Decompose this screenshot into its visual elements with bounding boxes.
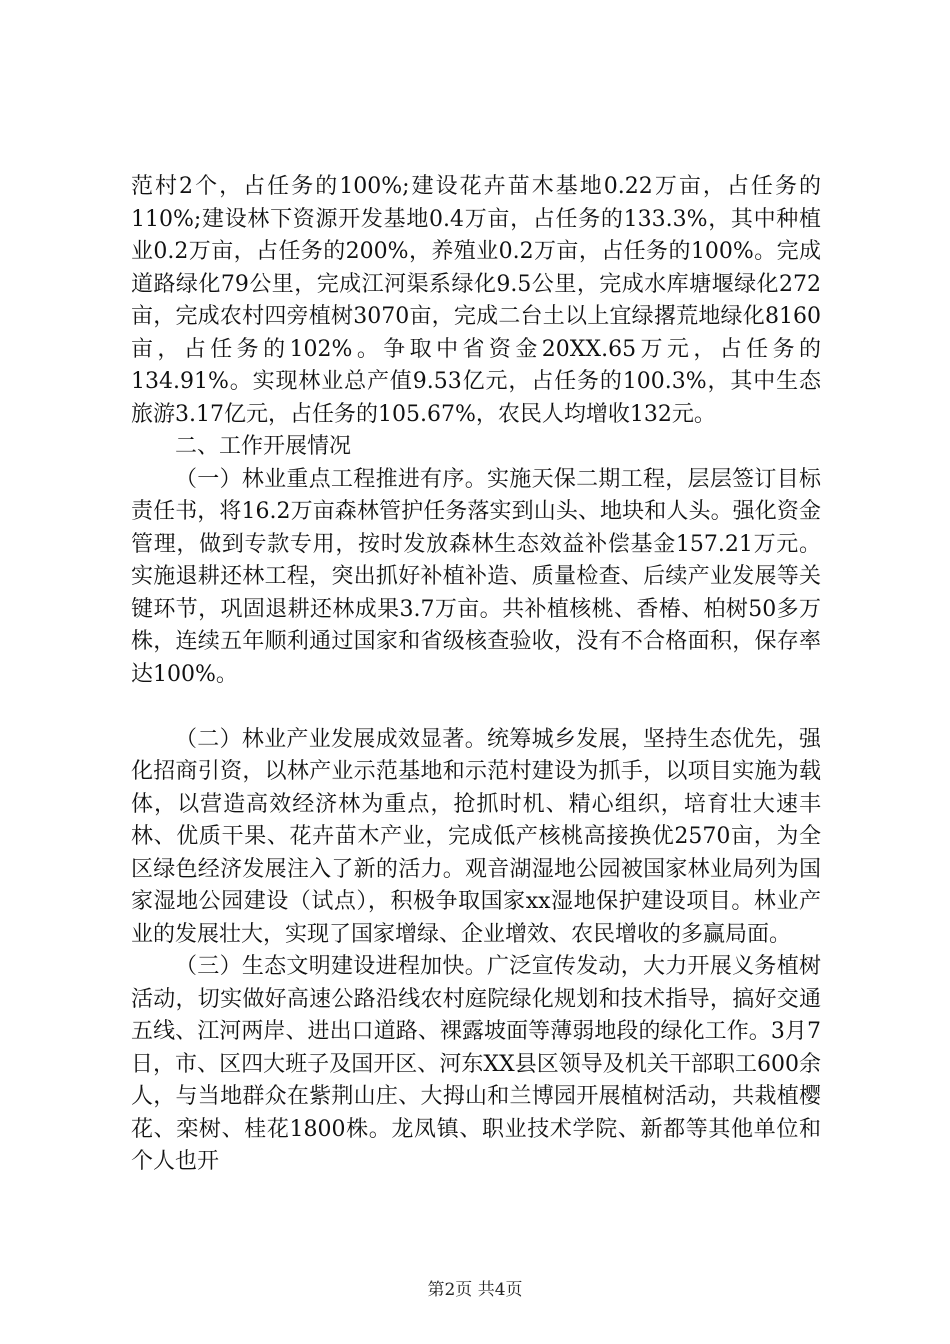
paragraph-forestry-industry: （二）林业产业发展成效显著。统筹城乡发展，坚持生态优先，强化招商引资，以林产业示范基地和示范村建设为抓手，以项目实施为载体，以营造高效经济林为重点，抢抓时机、精心组织，培育壮大速丰林、优质干果、花卉苗木产业，完成低产核桃高接换优2570亩，为全区绿色经济发展注入了新的活力。观音湖湿地公园被国家林业局列为国家湿地公园建设（试点），积极争取国家xx湿地保护建设项目。林业产业的发展壮大，实现了国家增绿、企业增效、农民增收的多赢局面。 <box>131 726 821 947</box>
paragraph-ecological-civilization: （三）生态文明建设进程加快。广泛宣传发动，大力开展义务植树活动，切实做好高速公路沿线农村庭院绿化规划和技术指导，搞好交通五线、江河两岸、进出口道路、裸露坡面等薄弱地段的绿化工作。3月7日，市、区四大班子及国开区、河东XX县区领导及机关干部职工600余人，与当地群众在紫荆山庄、大拇山和兰博园开展植树活动，共栽植樱花、栾树、桂花1800株。龙凤镇、职业技术学院、新都等其他单位和个人也开 <box>131 954 821 1174</box>
paragraph-forestry-projects: （一）林业重点工程推进有序。实施天保二期工程，层层签订目标责任书，将16.2万亩森林管护任务落实到山头、地块和人头。强化资金管理，做到专款专用，按时发放森林生态效益补偿基金157.21万元。实施退耕还林工程，突出抓好补植补造、质量检查、后续产业发展等关键环节，巩固退耕还林成果3.7万亩。共补植核桃、香椿、柏树50多万株，连续五年顺利通过国家和省级核查验收，没有不合格面积，保存率达100%。 <box>131 466 821 687</box>
paragraph-continuation: 范村2个，占任务的100%;建设花卉苗木基地0.22万亩，占任务的110%;建设林下资源开发基地0.4万亩，占任务的133.3%，其中种植业0.2万亩，占任务的200%，养殖业0.2万亩，占任务的100%。完成道路绿化79公里，完成江河渠系绿化9.5公里，完成水库塘堰绿化272亩，完成农村四旁植树3070亩，完成二台土以上宜绿撂荒地绿化8160亩，占任务的102%。争取中省资金20XX.65万元，占任务的134.91%。实现林业总产值9.53亿元，占任务的100.3%，其中生态旅游3.17亿元，占任务的105.67%，农民人均增收132元。 <box>131 174 821 427</box>
section-heading: 二、工作开展情况 <box>175 434 352 459</box>
document-body <box>131 171 821 1179</box>
paragraph-spacer <box>131 691 821 724</box>
page-number-footer: 第2页 共4页 <box>427 1280 523 1300</box>
